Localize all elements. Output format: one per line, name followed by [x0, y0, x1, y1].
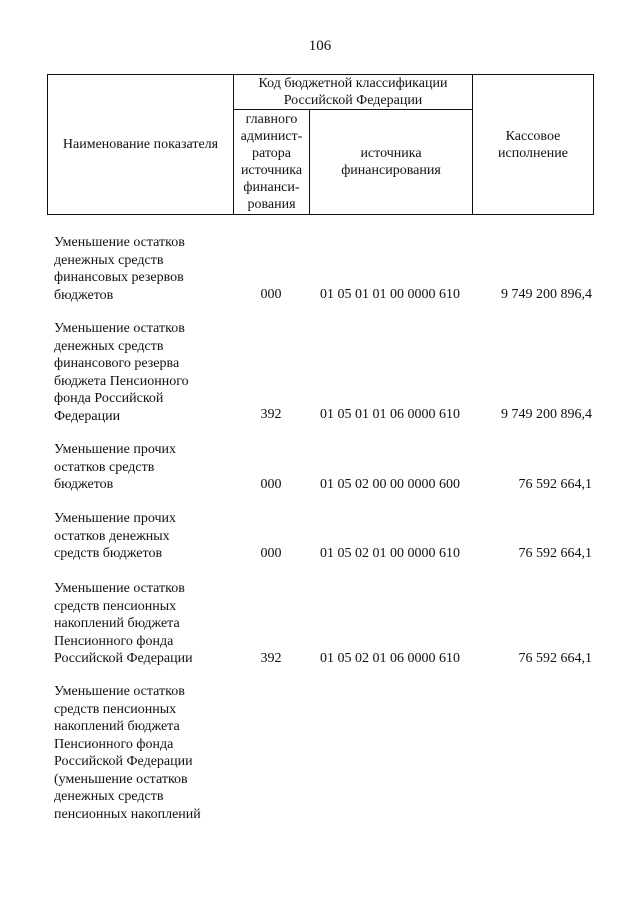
- row-name-line: финансовых резервов: [54, 270, 184, 285]
- row-amount: 9 749 200 896,4: [501, 287, 592, 302]
- row-amount: 76 592 664,1: [518, 546, 592, 561]
- row-name-line: бюджетов: [54, 287, 114, 303]
- row-name-line: Уменьшение прочих: [54, 442, 176, 457]
- row-admin-code: 392: [260, 651, 282, 666]
- row-name-line: остатков средств: [54, 459, 155, 475]
- row-name-line: средств бюджетов: [54, 546, 163, 561]
- row-name-line: бюджета Пенсионного: [54, 373, 189, 389]
- table-row-name: [54, 441, 234, 494]
- table-row-name: [54, 510, 234, 563]
- row-amount: 76 592 664,1: [518, 477, 592, 492]
- header-amount-line: исполнение: [498, 145, 568, 161]
- row-source-code: 01 05 02 01 06 0000 610: [320, 651, 460, 666]
- row-name-line: Уменьшение остатков: [54, 321, 185, 336]
- row-name-line: Уменьшение остатков: [54, 581, 185, 596]
- row-admin-code: 392: [260, 407, 282, 422]
- row-source-code: 01 05 01 01 06 0000 610: [320, 407, 460, 422]
- row-name-line: накоплений бюджета: [54, 616, 180, 631]
- header-code-group: [234, 75, 472, 109]
- row-name-line: Уменьшение остатков: [54, 235, 185, 250]
- row-amount: 76 592 664,1: [518, 651, 592, 666]
- header-source-line: финансирования: [341, 163, 441, 178]
- row-name-line: бюджетов: [54, 477, 114, 492]
- row-name-line: (уменьшение остатков: [54, 771, 188, 787]
- row-name-line: Уменьшение остатков: [54, 684, 185, 699]
- header-admin-line: рования: [247, 197, 296, 212]
- table-row-name: [54, 580, 234, 668]
- row-name-line: денежных средств: [54, 252, 164, 268]
- header-code-line: Код бюджетной классификации: [258, 76, 448, 91]
- row-name-line: Уменьшение прочих: [54, 511, 176, 526]
- row-amount: 9 749 200 896,4: [501, 407, 592, 422]
- row-name-line: Российской Федерации: [54, 754, 193, 769]
- row-name-line: фонда Российской: [54, 391, 164, 406]
- row-name-line: пенсионных накоплений: [54, 806, 201, 822]
- row-source-code: 01 05 02 00 00 0000 600: [320, 477, 460, 492]
- row-name-line: накоплений бюджета: [54, 719, 180, 734]
- header-bottom-border: [47, 214, 594, 215]
- table-header: [47, 74, 594, 215]
- table-row-name: [54, 234, 234, 304]
- row-name-line: остатков денежных: [54, 528, 170, 544]
- row-name-line: Федерации: [54, 408, 121, 424]
- header-amount-line: Кассовое: [505, 128, 561, 144]
- header-source-column: [310, 110, 472, 214]
- header-name-column: [48, 75, 233, 214]
- header-amount-column: [473, 75, 593, 214]
- header-admin-line: финанси-: [243, 180, 300, 195]
- header-admin-column: [234, 110, 309, 214]
- table-row-name: [54, 320, 234, 425]
- row-name-line: Пенсионного фонда: [54, 736, 174, 752]
- row-name-line: денежных средств: [54, 338, 164, 354]
- header-right-border: [593, 74, 594, 215]
- row-name-line: Российской Федерации: [54, 651, 193, 666]
- header-admin-line: ратора: [252, 146, 291, 161]
- row-source-code: 01 05 02 01 00 0000 610: [320, 546, 460, 561]
- header-code-line: Российской Федерации: [283, 93, 423, 108]
- row-name-line: финансового резерва: [54, 356, 180, 371]
- header-admin-line: источника: [240, 163, 303, 178]
- row-name-line: средств пенсионных: [54, 701, 177, 717]
- header-source-line: источника: [360, 146, 422, 161]
- row-admin-code: 000: [260, 287, 282, 302]
- header-name-label: Наименование показателя: [62, 137, 219, 152]
- page-number: 106: [308, 38, 332, 54]
- header-admin-line: админист-: [240, 129, 303, 144]
- table-row-name: [54, 683, 234, 823]
- header-admin-line: главного: [245, 112, 298, 127]
- row-name-line: средств пенсионных: [54, 598, 177, 614]
- row-source-code: 01 05 01 01 00 0000 610: [320, 287, 460, 302]
- row-admin-code: 000: [260, 546, 282, 561]
- row-admin-code: 000: [260, 477, 282, 492]
- row-name-line: денежных средств: [54, 789, 164, 804]
- row-name-line: Пенсионного фонда: [54, 633, 174, 649]
